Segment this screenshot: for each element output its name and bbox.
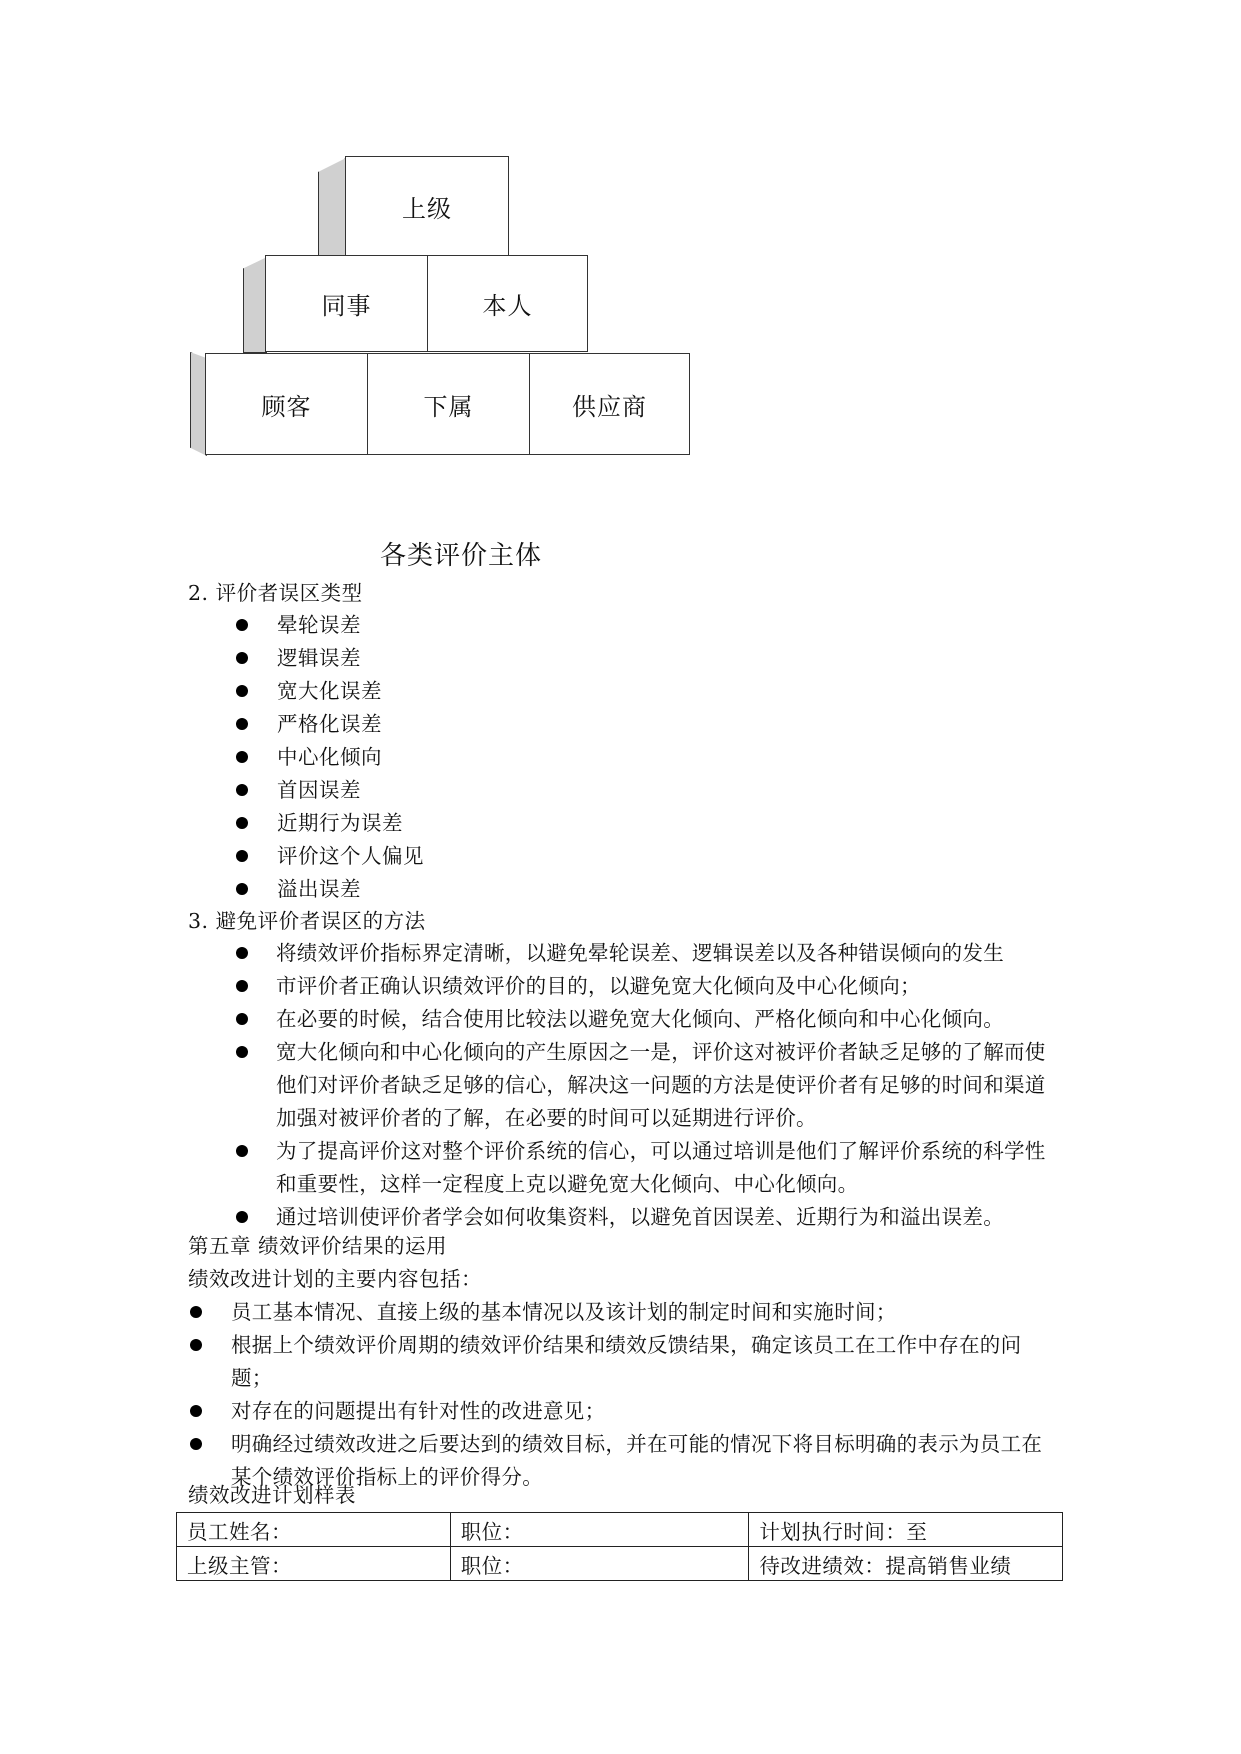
list-item: 为了提高评价这对整个评价系统的信心，可以通过培训是他们了解评价系统的科学性和重要性，这样一定程度上克以避免宽大化倾向、中心化倾向。 (276, 1139, 1046, 1196)
table-cell: 计划执行时间：至 (749, 1513, 1063, 1547)
list-item: 根据上个绩效评价周期的绩效评价结果和绩效反馈结果，确定该员工在工作中存在的问题； (231, 1333, 1022, 1390)
bullet-icon (190, 1339, 202, 1351)
bullet-icon (236, 947, 248, 959)
bullet-icon (236, 817, 248, 829)
box-subordinate (367, 353, 530, 455)
box-customer (205, 353, 368, 455)
box-label: 本人 (482, 292, 533, 320)
bullet-icon (236, 1211, 248, 1223)
table-row (177, 1513, 1063, 1547)
list-item: 将绩效评价指标界定清晰，以避免晕轮误差、逻辑误差以及各种错误倾向的发生 (276, 941, 1004, 965)
table-cell: 职位： (450, 1547, 749, 1581)
chapter-intro: 绩效改进计划的主要内容包括： (188, 1267, 482, 1291)
list-item: 员工基本情况、直接上级的基本情况以及该计划的制定时间和实施时间； (231, 1300, 897, 1324)
bullet-icon (236, 850, 248, 862)
list-item: 首因误差 (277, 778, 361, 802)
box-side-shadow (318, 158, 346, 258)
bullet-icon (236, 980, 248, 992)
bullet-icon (236, 751, 248, 763)
bullet-icon (236, 619, 248, 631)
box-label: 下属 (423, 392, 474, 421)
box-peer (265, 255, 428, 352)
box-side-shadow (243, 257, 267, 353)
table-row (177, 1547, 1063, 1581)
bullet-icon (236, 718, 248, 730)
list-item: 评价这个人偏见 (277, 844, 424, 868)
bullet-icon (236, 784, 248, 796)
list-item: 近期行为误差 (277, 811, 403, 835)
list-item: 通过培训使评价者学会如何收集资料，以避免首因误差、近期行为和溢出误差。 (276, 1205, 1004, 1229)
bullet-icon (236, 1145, 248, 1157)
bullet-icon (236, 652, 248, 664)
bullet-icon (236, 883, 248, 895)
table-title: 绩效改进计划样表 (188, 1483, 356, 1507)
box-label: 供应商 (572, 392, 647, 421)
list-item: 中心化倾向 (277, 745, 382, 769)
chapter-title: 第五章 绩效评价结果的运用 (188, 1234, 448, 1258)
list-item: 严格化误差 (277, 712, 382, 736)
table-cell: 职位： (450, 1513, 749, 1547)
list-item: 溢出误差 (277, 877, 361, 901)
bullet-icon (236, 1046, 248, 1058)
list-item: 明确经过绩效改进之后要达到的绩效目标，并在可能的情况下将目标明确的表示为员工在某个绩效评价指标上的评价得分。 (231, 1432, 1043, 1489)
bullet-icon (190, 1306, 202, 1318)
improvement-plan-table (176, 1512, 1063, 1581)
list-item: 宽大化误差 (277, 679, 382, 703)
list-item: 在必要的时候，结合使用比较法以避免宽大化倾向、严格化倾向和中心化倾向。 (276, 1007, 1004, 1031)
box-self (427, 255, 588, 352)
box-label: 上级 (402, 194, 452, 223)
box-label: 顾客 (261, 392, 312, 421)
bullet-icon (190, 1405, 202, 1417)
section-heading: 3. 避免评价者误区的方法 (188, 909, 426, 933)
box-supervisor (345, 156, 509, 256)
section-heading: 2. 评价者误区类型 (188, 581, 363, 605)
table-cell: 待改进绩效：提高销售业绩 (749, 1547, 1063, 1581)
list-item: 逻辑误差 (277, 646, 361, 670)
bullet-icon (236, 685, 248, 697)
box-supplier (529, 353, 690, 455)
list-item: 晕轮误差 (277, 613, 361, 637)
box-label: 同事 (321, 292, 372, 320)
bullet-icon (190, 1438, 202, 1450)
list-item: 市评价者正确认识绩效评价的目的，以避免宽大化倾向及中心化倾向； (276, 974, 921, 998)
diagram-caption: 各类评价主体 (380, 541, 543, 571)
list-item: 对存在的问题提出有针对性的改进意见； (231, 1399, 606, 1423)
bullet-icon (236, 1013, 248, 1025)
list-item: 宽大化倾向和中心化倾向的产生原因之一是，评价这对被评价者缺乏足够的了解而使他们对评价者缺乏足够的信心，解决这一问题的方法是使评价者有足够的时间和渠道加强对被评价者的了解，在必要的时间可以延期进行评价。 (276, 1040, 1046, 1130)
table-cell: 员工姓名： (177, 1513, 451, 1547)
table-cell: 上级主管： (177, 1547, 451, 1581)
